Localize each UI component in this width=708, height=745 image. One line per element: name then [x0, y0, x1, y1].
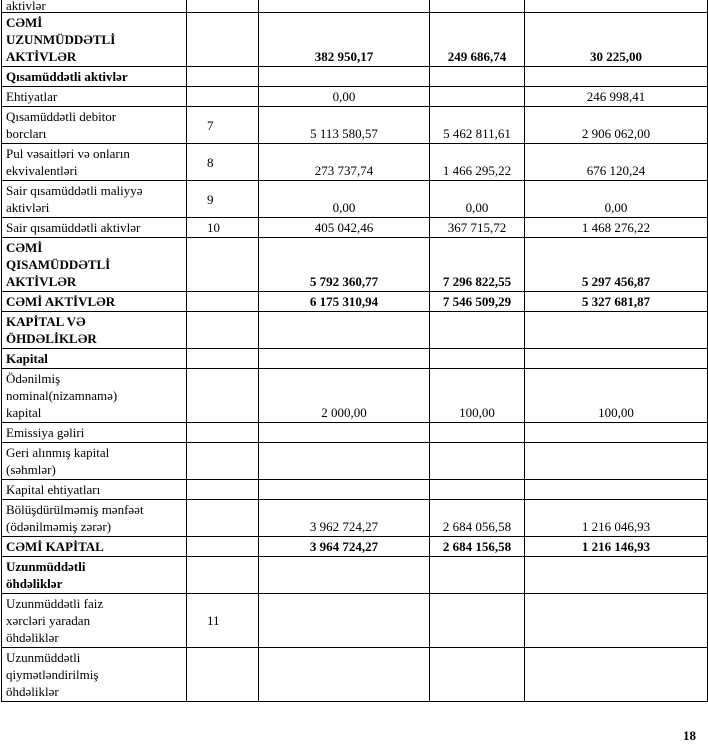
value-cell: 382 950,17: [259, 13, 430, 67]
value-cell: 405 042,46: [259, 218, 430, 238]
value-cell: 273 737,74: [259, 144, 430, 181]
table-row: [2, 218, 708, 238]
value-cell: 100,00: [430, 369, 525, 423]
row-label: Kapital ehtiyatları: [2, 480, 187, 500]
value-cell: 0,00: [430, 181, 525, 218]
value-cell: [259, 480, 430, 500]
value-cell: 1 468 276,22: [525, 218, 708, 238]
row-label: CƏMİ QISAMÜDDƏTLİ AKTİVLƏR: [2, 238, 187, 292]
value-cell: 1 216 046,93: [525, 500, 708, 537]
value-cell: 367 715,72: [430, 218, 525, 238]
row-label: CƏMİ KAPİTAL: [2, 537, 187, 557]
note-number-cell: [187, 312, 259, 349]
note-number-cell: [187, 238, 259, 292]
value-cell: [430, 480, 525, 500]
note-number-cell: [187, 349, 259, 369]
row-label: Sair qısamüddətli maliyyə aktivləri: [2, 181, 187, 218]
value-cell: 1 216 146,93: [525, 537, 708, 557]
value-cell: [525, 594, 708, 648]
note-number-cell: [187, 537, 259, 557]
note-number-cell: [187, 423, 259, 443]
table-row: [2, 87, 708, 107]
table-row: [2, 312, 708, 349]
note-number-cell: 9: [187, 181, 259, 218]
value-cell: 0,00: [259, 87, 430, 107]
value-cell: 249 686,74: [430, 13, 525, 67]
note-number-cell: 7: [187, 107, 259, 144]
value-cell: [259, 349, 430, 369]
row-label: Qısamüddətli debitor borcları: [2, 107, 187, 144]
value-cell: [430, 312, 525, 349]
row-label: Sair qısamüddətli aktivlər: [2, 218, 187, 238]
value-cell: [259, 648, 430, 702]
value-cell: [430, 87, 525, 107]
note-number-cell: [187, 292, 259, 312]
row-label: Qısamüddətli aktivlər: [2, 67, 187, 87]
value-cell: 7 546 509,29: [430, 292, 525, 312]
row-label: Geri alınmış kapital (səhmlər): [2, 443, 187, 480]
row-label: Uzunmüddətli öhdəliklər: [2, 557, 187, 594]
table-row: [2, 594, 708, 648]
value-cell: [430, 67, 525, 87]
table-row: [2, 369, 708, 423]
value-cell: [430, 557, 525, 594]
value-cell: [525, 349, 708, 369]
table-row: [2, 292, 708, 312]
value-cell: [525, 312, 708, 349]
value-cell: [525, 0, 708, 13]
value-cell: [430, 594, 525, 648]
value-cell: [430, 423, 525, 443]
note-number-cell: 10: [187, 218, 259, 238]
row-label: Emissiya gəliri: [2, 423, 187, 443]
value-cell: 5 327 681,87: [525, 292, 708, 312]
note-number-cell: 11: [187, 594, 259, 648]
note-number-cell: [187, 648, 259, 702]
balance-sheet-table: [1, 0, 708, 702]
row-label: Uzunmüddətli faiz xərcləri yaradan öhdəliklər: [2, 594, 187, 648]
row-label: CƏMİ UZUNMÜDDƏTLİ AKTİVLƏR: [2, 13, 187, 67]
value-cell: [259, 67, 430, 87]
table-row: [2, 144, 708, 181]
row-label: Ödənilmiş nominal(nizamnamə) kapital: [2, 369, 187, 423]
value-cell: [259, 312, 430, 349]
value-cell: [525, 648, 708, 702]
value-cell: 2 906 062,00: [525, 107, 708, 144]
value-cell: 2 684 056,58: [430, 500, 525, 537]
row-label: Pul vəsaitləri və onların ekvivalentləri: [2, 144, 187, 181]
table-row: [2, 181, 708, 218]
value-cell: 5 462 811,61: [430, 107, 525, 144]
row-label: Kapital: [2, 349, 187, 369]
value-cell: [259, 594, 430, 648]
table-row: [2, 238, 708, 292]
value-cell: 30 225,00: [525, 13, 708, 67]
table-row: [2, 500, 708, 537]
value-cell: [259, 0, 430, 13]
value-cell: 3 962 724,27: [259, 500, 430, 537]
row-label: Ehtiyatlar: [2, 87, 187, 107]
value-cell: [430, 443, 525, 480]
value-cell: 0,00: [525, 181, 708, 218]
value-cell: 246 998,41: [525, 87, 708, 107]
table-row: [2, 537, 708, 557]
row-label: Bölüşdürülməmiş mənfəət (ödənilməmiş zərər): [2, 500, 187, 537]
value-cell: [525, 480, 708, 500]
value-cell: [259, 423, 430, 443]
table-row: [2, 443, 708, 480]
note-number-cell: [187, 557, 259, 594]
table-row: [2, 480, 708, 500]
note-number-cell: [187, 369, 259, 423]
value-cell: [430, 648, 525, 702]
table-row: [2, 648, 708, 702]
value-cell: 2 684 156,58: [430, 537, 525, 557]
table-row: [2, 423, 708, 443]
value-cell: [525, 443, 708, 480]
note-number-cell: [187, 87, 259, 107]
table-row: [2, 0, 708, 13]
row-label: KAPİTAL VƏ ÖHDƏLİKLƏR: [2, 312, 187, 349]
note-number-cell: [187, 480, 259, 500]
value-cell: 5 113 580,57: [259, 107, 430, 144]
value-cell: [525, 67, 708, 87]
value-cell: 0,00: [259, 181, 430, 218]
value-cell: 5 792 360,77: [259, 238, 430, 292]
table-row: [2, 557, 708, 594]
value-cell: 6 175 310,94: [259, 292, 430, 312]
table-row: [2, 107, 708, 144]
row-label: aktivlər: [2, 0, 187, 13]
value-cell: [430, 0, 525, 13]
value-cell: 3 964 724,27: [259, 537, 430, 557]
table-row: [2, 349, 708, 369]
value-cell: [259, 557, 430, 594]
note-number-cell: [187, 13, 259, 67]
note-number-cell: [187, 0, 259, 13]
value-cell: [259, 443, 430, 480]
note-number-cell: [187, 500, 259, 537]
row-label: CƏMİ AKTİVLƏR: [2, 292, 187, 312]
value-cell: 2 000,00: [259, 369, 430, 423]
page-number: 18: [683, 728, 696, 743]
value-cell: 5 297 456,87: [525, 238, 708, 292]
value-cell: 1 466 295,22: [430, 144, 525, 181]
note-number-cell: [187, 443, 259, 480]
note-number-cell: 8: [187, 144, 259, 181]
value-cell: [525, 557, 708, 594]
value-cell: [525, 423, 708, 443]
balance-sheet-body: [2, 0, 708, 702]
note-number-cell: [187, 67, 259, 87]
value-cell: [430, 349, 525, 369]
row-label: Uzunmüddətli qiymətləndirilmiş öhdəliklər: [2, 648, 187, 702]
value-cell: 676 120,24: [525, 144, 708, 181]
table-row: [2, 13, 708, 67]
value-cell: 100,00: [525, 369, 708, 423]
value-cell: 7 296 822,55: [430, 238, 525, 292]
table-row: [2, 67, 708, 87]
